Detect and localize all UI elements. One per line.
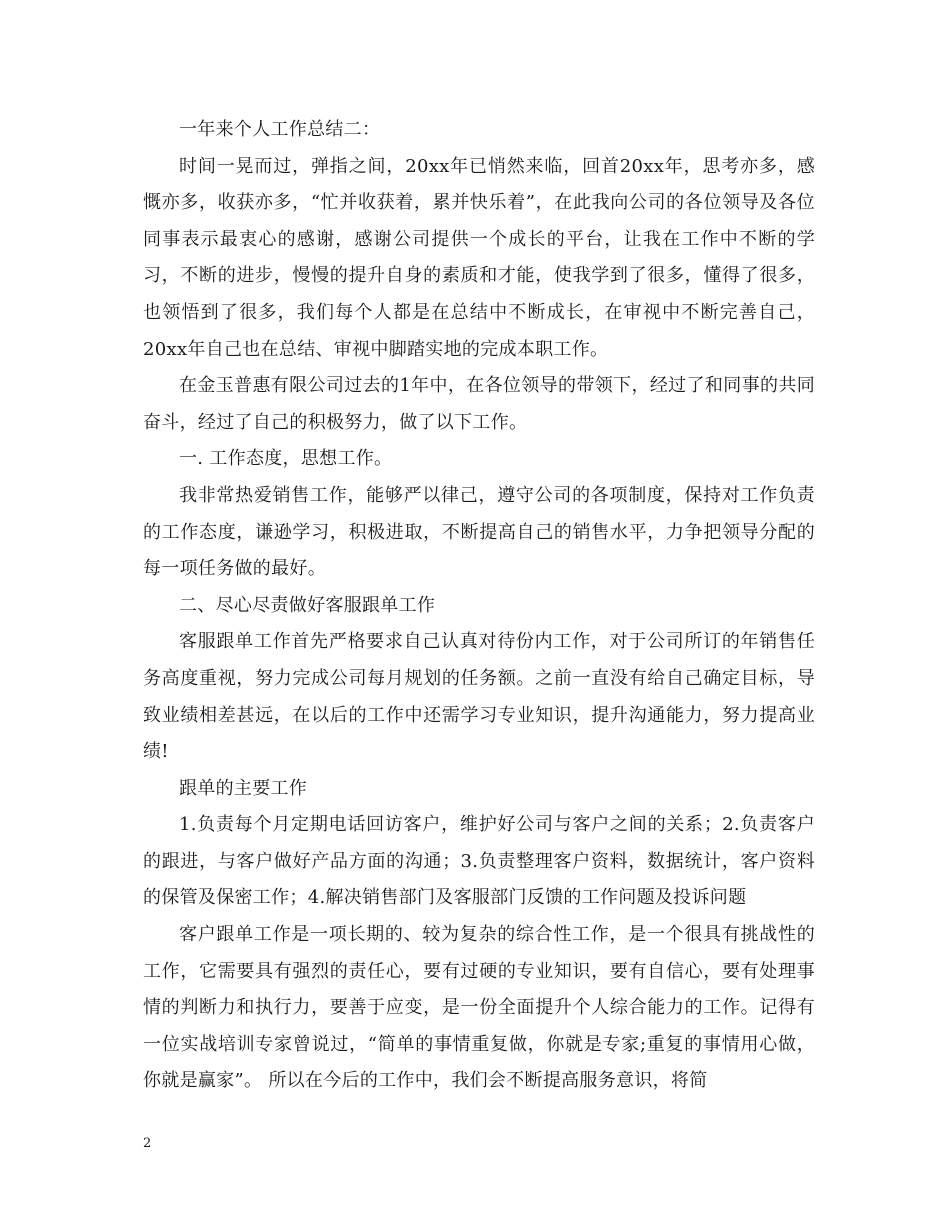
paragraph-title: 一年来个人工作总结二： xyxy=(179,119,381,140)
paragraph-main-work-list: 1.负责每个月定期电话回访客户，维护好公司与客户之间的关系；2.负责客户的跟进，与客户做好产品方面的沟通；3.负责整理客户资料，数据统计，客户资料的保管及保密工作；4.解决销售部门及客服部门反馈的工作问题及投诉问题 xyxy=(143,814,815,909)
paragraph-intro: 时间一晃而过，弹指之间，20xx年已悄然来临，回首20xx年，思考亦多，感慨亦多，收获亦多，“忙并收获着，累并快乐着”，在此我向公司的各位领导及各位同事表示最衷心的感谢，感谢公司提供一个成长的平台，让我在工作中不断的学习，不断的进步，慢慢的提升自身的素质和才能，使我学到了很多，懂得了很多，也领悟到了很多，我们每个人都是在总结中不断成长，在审视中不断完善自己，20xx年自己也在总结、审视中脚踏实地的完成本职工作。 xyxy=(143,155,815,360)
heading-customer-service: 二、尽心尽责做好客服跟单工作 xyxy=(179,594,436,616)
paragraph-attitude: 我非常热爱销售工作，能够严以律己，遵守公司的各项制度，保持对工作负责的工作态度，谦逊学习，积极进取，不断提高自己的销售水平，力争把领导分配的每一项任务做的最好。 xyxy=(143,484,815,580)
paragraph-follow-up: 客户跟单工作是一项长期的、较为复杂的综合性工作，是一个很具有挑战性的工作，它需要具有强烈的责任心，要有过硬的专业知识，要有自信心，要有处理事情的判断力和执行力，要善于应变，是一份全面提升个人综合能力的工作。记得有一位实战培训专家曾说过，“简单的事情重复做，你就是专家;重复的事情用心做，你就是赢家”。 所以在今后的工作中，我们会不断提高服务意识，将简 xyxy=(143,924,815,1092)
paragraph-customer-service: 客服跟单工作首先严格要求自己认真对待份内工作，对于公司所订的年销售任务高度重视，努力完成公司每月规划的任务额。之前一直没有给自己确定目标，导致业绩相差甚远，在以后的工作中还需学习专业知识，提升沟通能力，努力提高业绩! xyxy=(143,631,815,763)
document-body xyxy=(143,112,815,1100)
heading-attitude: 一. 工作态度，思想工作。 xyxy=(179,448,393,470)
page-number: 2 xyxy=(143,1136,152,1151)
paragraph-company: 在金玉普惠有限公司过去的1年中，在各位领导的带领下，经过了和同事的共同奋斗，经过了自己的积极努力，做了以下工作。 xyxy=(143,375,815,433)
heading-main-work: 跟单的主要工作 xyxy=(179,777,308,799)
